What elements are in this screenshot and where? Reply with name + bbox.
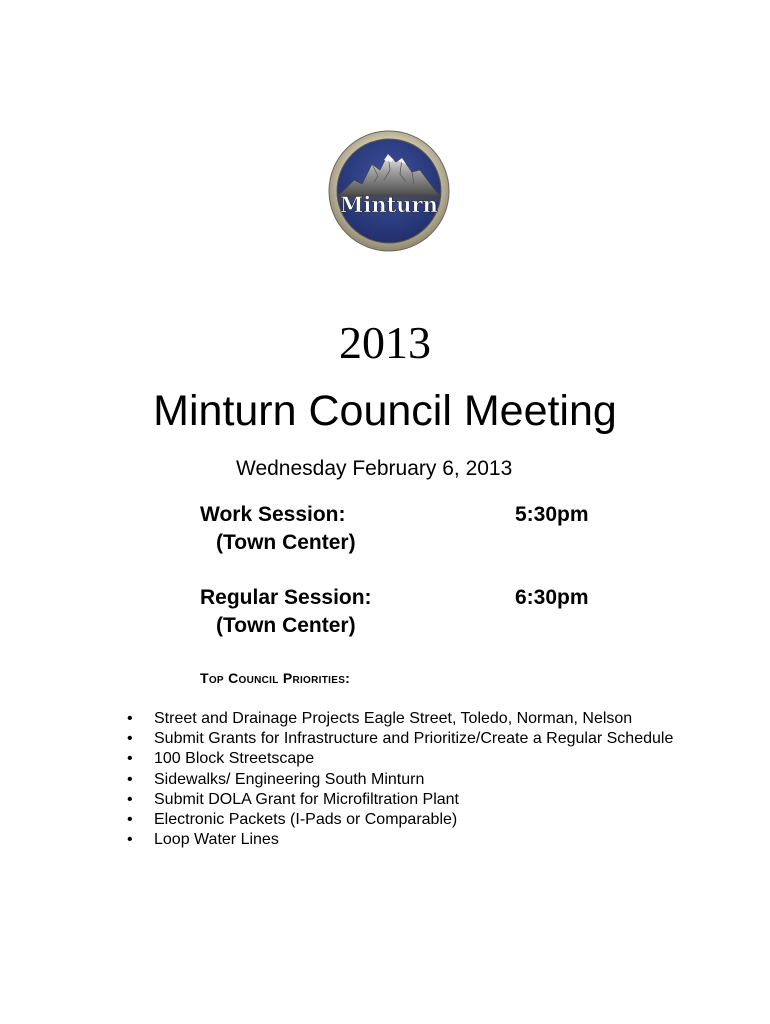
bullet-icon: • [127,730,133,748]
priority-text: Submit Grants for Infrastructure and Prioritize/Create a Regular Schedule [154,730,674,748]
priorities-list [118,709,678,850]
priorities-heading: Top Council Priorities: [200,670,351,686]
list-item [118,729,678,749]
priority-text: 100 Block Streetscape [154,750,315,768]
meeting-date: Wednesday February 6, 2013 [236,457,513,480]
bullet-icon: • [127,811,133,829]
list-item [118,830,678,850]
list-item [118,749,678,769]
regular-session-location: (Town Center) [216,614,356,637]
bullet-icon: • [127,710,133,727]
meeting-year: 2013 [339,317,431,368]
priority-text: Loop Water Lines [154,831,279,849]
regular-session-time: 6:30pm [515,586,589,609]
list-item [118,810,678,830]
priority-text: Submit DOLA Grant for Microfiltration Plant [154,790,459,808]
page-title: Minturn Council Meeting [153,387,617,435]
priority-text: Electronic Packets (I-Pads or Comparable) [154,811,458,829]
bullet-icon: • [127,831,133,849]
priority-text: Sidewalks/ Engineering South Minturn [154,770,425,788]
list-item [118,790,678,810]
minturn-seal-graphic [328,130,450,252]
seal-lettering: Minturn [340,192,438,217]
priority-text: Street and Drainage Projects Eagle Street, Toledo, Norman, Nelson [154,710,633,727]
regular-session-label: Regular Session: [200,586,372,609]
minturn-seal-icon [328,130,450,252]
bullet-icon: • [127,750,133,768]
bullet-icon: • [127,770,133,788]
list-item [118,709,678,729]
work-session-time: 5:30pm [515,503,589,526]
list-item [118,770,678,790]
work-session-location: (Town Center) [216,531,356,554]
bullet-icon: • [127,790,133,808]
work-session-label: Work Session: [200,503,346,526]
